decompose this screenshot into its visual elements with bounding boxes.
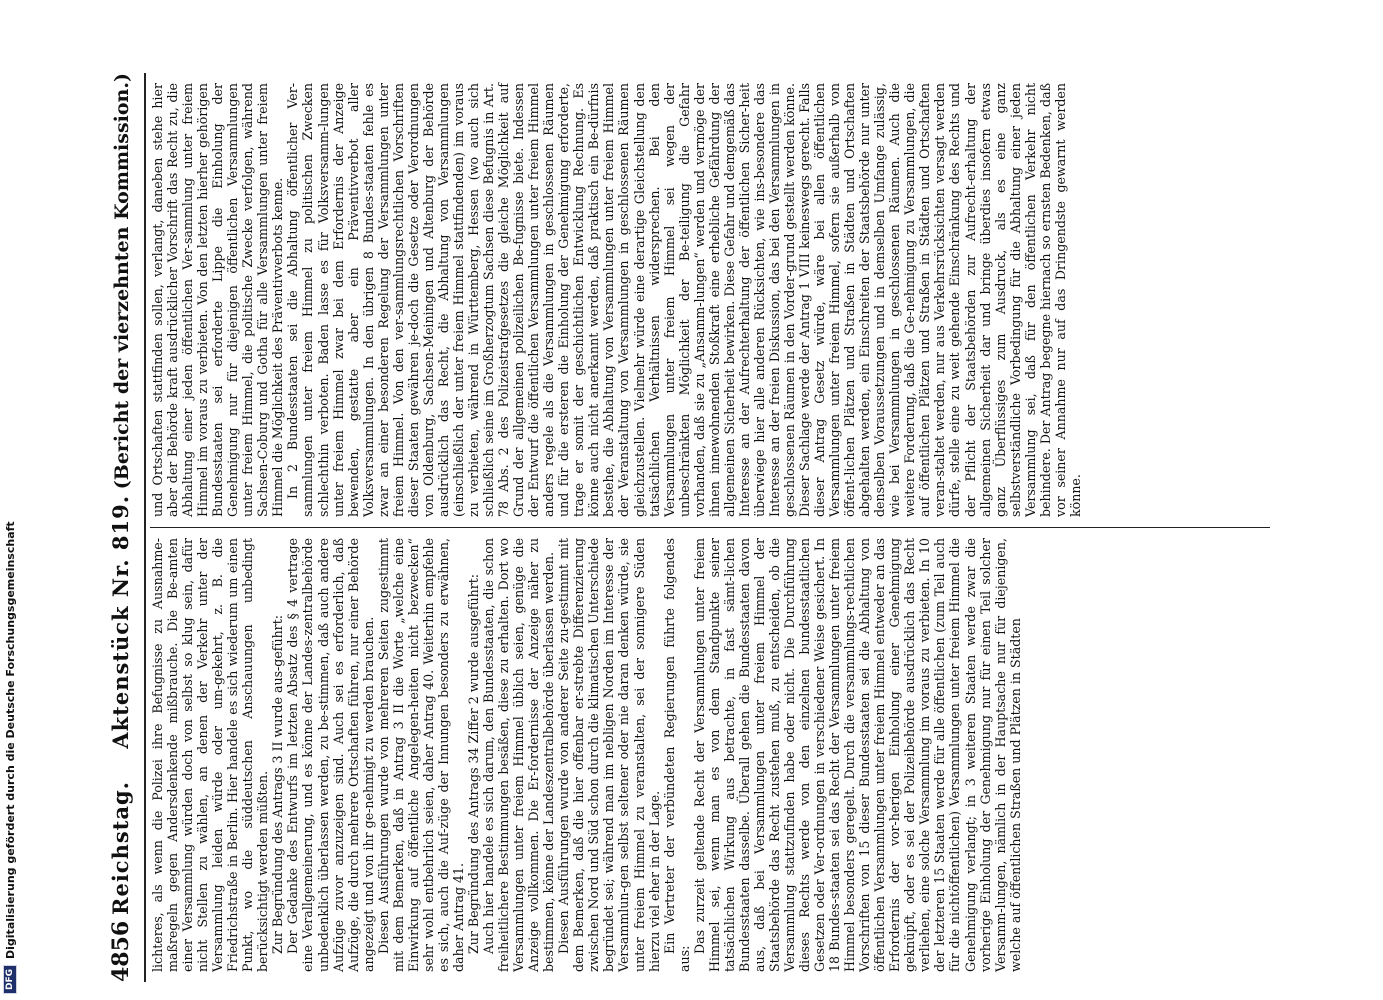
paragraph: Der Gedanke des Entwurfs im letzten Absatz des § 4 vertrage eine Verallgemeinerung, und es könne der Landes-zentralbehörde unbedenklich überlassen werden, zu be-stimmen, daß auch andere Aufzüge zuvor anzuzeigen sind. Auch sei es erforderlich, daß Aufzüge, die durch mehrere Ortschaften führen, nur einer Behörde angezeigt und von ihr ge-nehmigt zu werden brauchen.: [285, 538, 376, 972]
page-number: 4856: [108, 920, 134, 982]
right-column: [150, 73, 1270, 527]
header-center: [108, 495, 133, 915]
header-rule: [144, 73, 146, 982]
column-divider: [150, 527, 1270, 528]
paragraph: Diesen Ausführungen wurde von mehreren Seiten zugestimmt mit dem Bemerken, daß in Antrag 3 II die Worte „welche eine Einwirkung auf öffentliche Angelegen-heiten nicht bezwecken“ sehr wohl entbehrlich seien, daher Antrag 40. Weiterhin empfehle es sich, auch die Auf-züge der Innungen besonders zu erwähnen, daher Antrag 41.: [375, 538, 466, 972]
rotated-document-page: [100, 55, 1280, 1000]
digitization-credit: [0, 0, 20, 1000]
header-house: Reichstag.: [108, 781, 133, 915]
dfg-logo: DFG: [3, 965, 17, 994]
paragraph: Das zurzeit geltende Recht der Versammlungen unter freiem Himmel sei, wenn man es von dem Standpunkte seiner tatsächlichen Wirkung aus betrachte, in fast sämt-lichen Bundesstaaten dasselbe. Überall gehen die Bundesstaaten davon aus, daß bei Versammlungen unter freiem Himmel der Staatsbehörde das Recht zustehen muß, zu entscheiden, ob die Versammlung stattzufinden habe oder nicht. Die Durchführung dieses Rechts werde von den einzelnen bundesstaatlichen Gesetzen oder Ver-ordnungen in verschiedener Weise gesichert. In 18 Bundes-staaten sei das Recht der Versammlungen unter freiem Himmel besonders geregelt. Durch die versammlungs-rechtlichen Vorschriften von 15 dieser Bundesstaaten sei die Abhaltung von öffentlichen Versammlungen unter freiem Himmel entweder an das Erfordernis der vor-herigen Einholung einer Genehmigung geknüpft, oder es sei der Polizeibehörde ausdrücklich das Recht verliehen, eine solche Versammlung im voraus zu verbieten. In 10 der letzteren 15 Staaten werde für alle öffentlichen (zum Teil auch für die nichtöffentlichen) Versammlungen unter freiem Himmel die Genehmigung verlangt; in 3 weiteren Staaten werde zwar die vorherige Einholung der Genehmigung nur für einen Teil solcher Versamm-lungen, nämlich in der Hauptsache nur für diejenigen, welche auf öffentlichen Straßen und Plätzen in Städten: [691, 538, 1023, 972]
text-columns: [150, 73, 1270, 982]
paragraph: Zur Begründung des Antrags 3 II wurde aus-geführt:: [270, 614, 286, 954]
digitization-credit-text: Digitalisierung gefördert durch die Deutsche Forschungsgemeinschaft: [3, 521, 17, 959]
page-header: [108, 73, 140, 982]
paragraph: In 2 Bundesstaaten sei die Abhaltung öffentlicher Ver-sammlungen unter freiem Himmel zu politischen Zwecken schlechthin verboten. Baden lasse es für Volksversamm-lungen unter freiem Himmel zwar bei dem Erfordernis der Anzeige bewenden, gestatte aber ein Präventivverbot aller Volksversammlungen. In den übrigen 8 Bundes-staaten fehle es zwar an einer besonderen Regelung der Versammlungen unter freiem Himmel. Von den ver-sammlungsrechtlichen Vorschriften dieser Staaten gewähren je-doch die Gesetze oder Verordnungen von Oldenburg, Sachsen-Meiningen und Altenburg der Behörde ausdrücklich das Recht, die Abhaltung von Versammlungen (einschließlich der unter freiem Himmel stattfindenden) im voraus zu verbieten, während in Württemberg, Hessen (wo auch sich schließlich seine im Großherzogtum Sachsen diese Befugnis in Art. 78 Abs. 2 des Polizeistrafgesetzes die gleiche Möglichkeit auf Grund der allgemeinen polizeilichen Be-fugnisse biete. Indessen der Entwurf die öffentlichen Versammlungen unter freiem Himmel anders regele als die Versammlungen in geschlossenen Räumen und für die ersteren die Einholung der Genehmigung erforderte, trage er somit der geschichtlichen Entwicklung Rechnung. Es könne auch nicht anerkannt werden, daß praktisch ein Be-dürfnis bestehe, die Abhaltung von Versammlungen unter freiem Himmel der Veranstaltung von Versammlungen in geschlossenen Räumen gleichzustellen. Vielmehr würde eine derartige Gleichstellung den tatsächlichen Verhältnissen widersprechen. Bei den Versammlungen unter freiem Himmel sei wegen der unbeschränkten Möglichkeit der Be-teiligung die Gefahr vorhanden, daß sie zu „Ansamm-lungen“ werden und vermöge der ihnen innewohnenden Stoßkraft eine erhebliche Gefährdung der allgemeinen Sicherheit bewirken. Diese Gefahr und demgemäß das Interesse an der Aufrechterhaltung der öffentlichen Sicher-heit überwiege hier alle anderen Rücksichten, wie ins-besondere das Interesse an der freien Diskussion, das bei den Versammlungen in geschlossenen Räumen in den Vorder-grund gestellt werden könne. Dieser Sachlage werde der Antrag 1 VIII keineswegs gerecht. Falls dieser Antrag Gesetz würde, wäre bei allen öffentlichen Versammlungen unter freiem Himmel, sofern sie außerhalb von öffent-lichen Plätzen und Straßen in Städten und Ortschaften abgehalten werden, ein Einschreiten der Staatsbehörde nur unter denselben Voraussetzungen und in demselben Umfange zulässig, wie bei Versammlungen in geschlossenen Räumen. Auch die weitere Forderung, daß die Ge-nehmigung zu Versammlungen, die auf öffentlichen Plätzen und Straßen in Städten und Ortschaften veran-staltet werden, nur aus Verkehrsrücksichten versagt werden dürfe, stelle eine zu weit gehende Einschränkung des Rechts und der Pflicht der Staatsbehörden zur Aufrecht-erhaltung der allgemeinen Sicherheit dar und bringe überdies insofern etwas ganz Überflüssiges zum Ausdruck, als es eine ganz selbstverständliche Vorbedingung für die Abhaltung einer jeden Versammlung sei, daß für den öffentlichen Verkehr nicht behindere. Der Antrag begegne hiernach so ernsten Bedenken, daß vor seiner Annahme nur auf das Dringendste gewarnt werden könne.: [285, 83, 1083, 517]
header-title: Aktenstück Nr. 819.: [108, 494, 133, 749]
paragraph: Zur Begründung des Antrags 34 Ziffer 2 wurde ausgeführt:: [465, 573, 481, 954]
paragraph: Diesen Ausführungen wurde von anderer Seite zu-gestimmt mit dem Bemerken, daß die hier offenbar er-strebte Differenzierung zwischen Nord und Süd schon durch die klimatischen Unterschiede begründet sei; während man im nebligen Norden im Interesse der Versammlun-gen selbst seltener oder nie daran denken würde, sie unter freiem Himmel zu veranstalten, sei der sonnigere Süden hierzu viel eher in der Lage.: [556, 538, 662, 972]
paragraph: Auch hier handele es sich darum, den Bundesstaaten, die schon freiheitlichere Bestimmungen besäßen, diese zu erhalten. Dort wo Versammlungen unter freiem Himmel üblich seien, genüge die Anzeige vollkommen. Die Er-fordernisse der Anzeige näher zu bestimmen, könne der Landeszentralbehörde überlassen werden.: [481, 538, 557, 972]
left-column: [150, 528, 1270, 982]
paragraph: und Ortschaften stattfinden sollen, verlangt, daneben stehe hier aber der Behörde kraft ausdrücklicher Vorschrift das Recht zu, die Abhaltung einer jeden öffentlichen Ver-sammlung unter freiem Himmel im voraus zu verbieten. Von den letzten hierher gehörigen Bundesstaaten sei erforderte Lippe die Einholung der Genehmigung nur für diejenigen öffentlichen Versammlungen unter freiem Himmel, die politische Zwecke verfolgen, während Sachsen-Coburg und Gotha für alle Versammlungen unter freiem Himmel die Möglichkeit des Präventivverbots kenne.: [150, 83, 286, 517]
paragraph: Ein Vertreter der verbündeten Regierungen führte folgendes aus:: [661, 538, 692, 972]
header-subtitle: (Bericht der vierzehnten Kommission.): [111, 73, 133, 490]
paragraph: lichteres, als wenn die Polizei ihre Befugnisse zu Ausnahme-maßregeln gegen Andersdenkende mißbrauche. Die Be-amten einer Versammlung würden doch von selbst so klug sein, dafür nicht Stellen zu wählen, an denen der Verkehr unter der Versammlung leiden würde oder um-gekehrt, z. B. die Friedrichstraße in Berlin. Hier handele es sich wiederum um einen Punkt, wo die süddeutschen Anschauungen unbedingt berücksichtigt werden müßten.: [150, 538, 271, 972]
